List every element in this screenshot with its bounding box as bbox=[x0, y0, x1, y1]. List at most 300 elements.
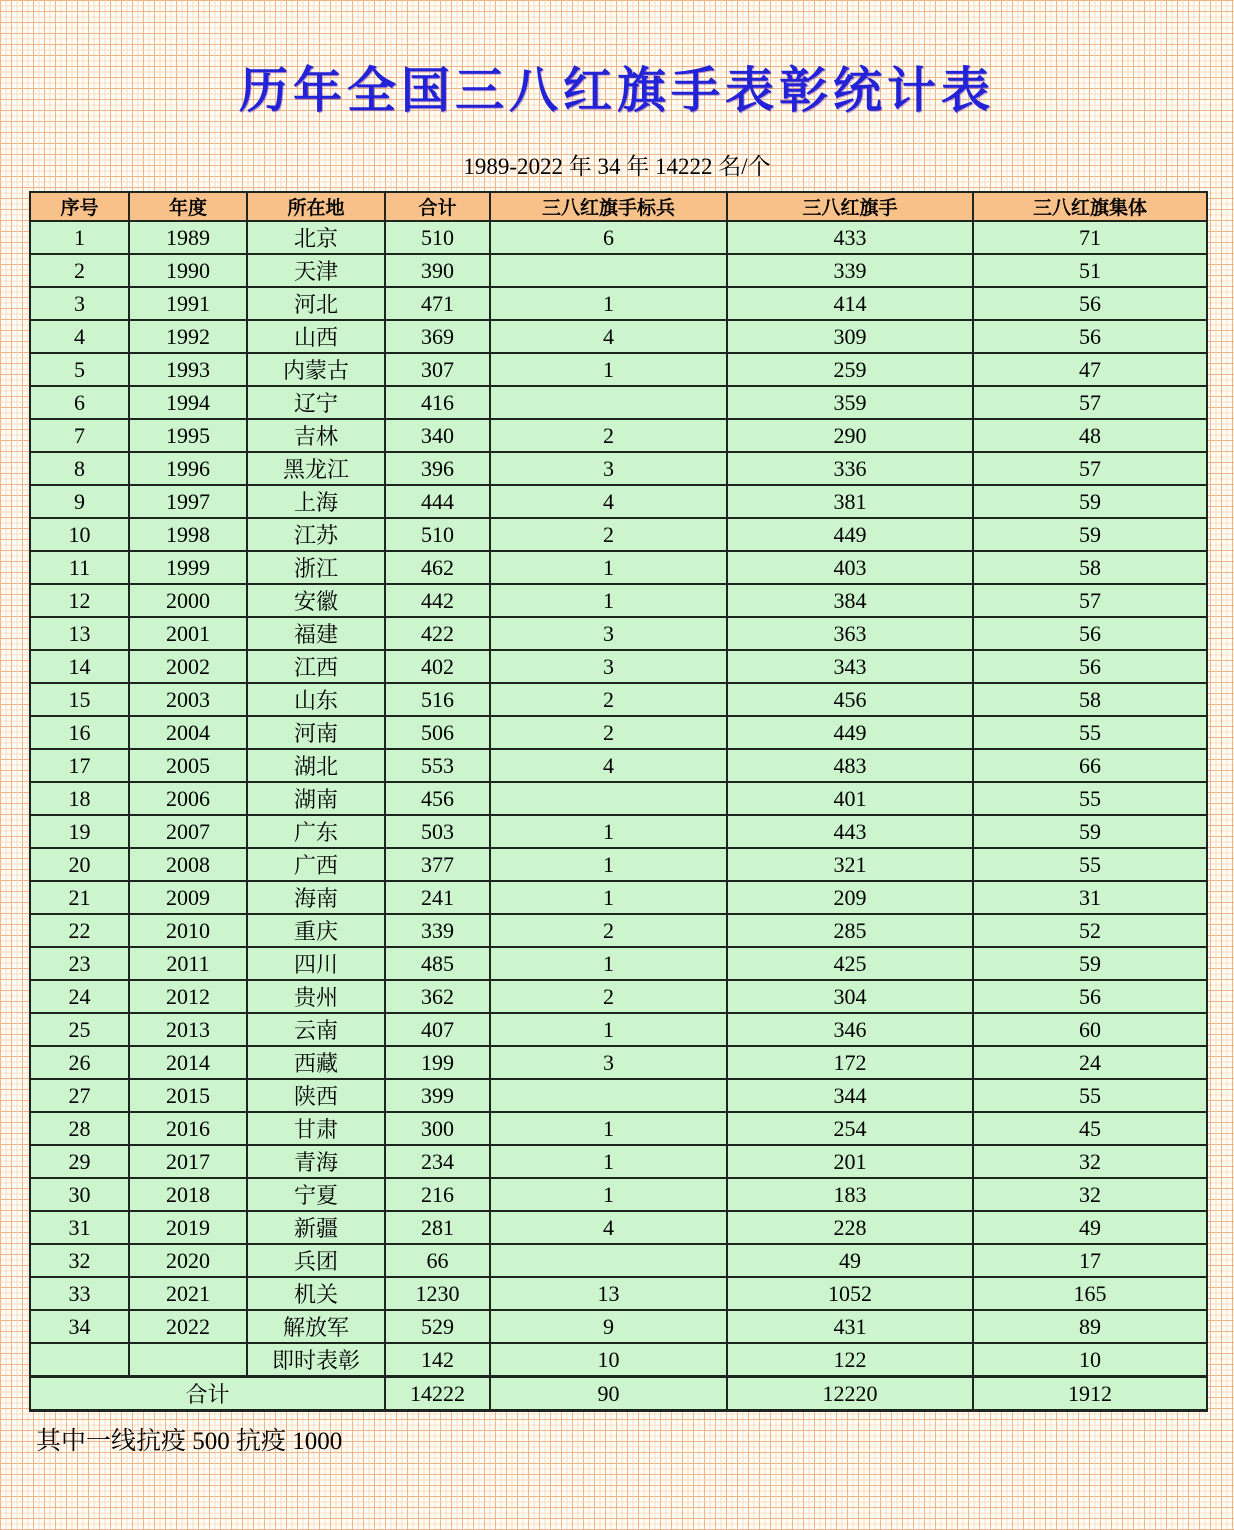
cell-biaobing: 2 bbox=[490, 716, 727, 749]
cell-year: 1999 bbox=[129, 551, 247, 584]
cell-hongqishou: 363 bbox=[727, 617, 973, 650]
cell-hongqishou: 228 bbox=[727, 1211, 973, 1244]
cell-jiti: 56 bbox=[973, 617, 1207, 650]
cell-index: 13 bbox=[30, 617, 129, 650]
cell-year: 2007 bbox=[129, 815, 247, 848]
cell-location: 天津 bbox=[247, 254, 385, 287]
table-row bbox=[30, 683, 1207, 716]
cell-hongqishou: 414 bbox=[727, 287, 973, 320]
cell-total: 462 bbox=[385, 551, 490, 584]
cell-location: 江苏 bbox=[247, 518, 385, 551]
cell-jiti: 55 bbox=[973, 782, 1207, 815]
cell-biaobing: 4 bbox=[490, 320, 727, 353]
cell-biaobing: 10 bbox=[490, 1343, 727, 1377]
cell-hongqishou: 449 bbox=[727, 716, 973, 749]
cell-hongqishou: 254 bbox=[727, 1112, 973, 1145]
table-row bbox=[30, 221, 1207, 254]
cell-hongqishou: 449 bbox=[727, 518, 973, 551]
cell-year: 2001 bbox=[129, 617, 247, 650]
cell-jiti: 59 bbox=[973, 815, 1207, 848]
header-index: 序号 bbox=[30, 192, 129, 221]
cell-location: 新疆 bbox=[247, 1211, 385, 1244]
cell-year: 1998 bbox=[129, 518, 247, 551]
cell-jiti: 56 bbox=[973, 980, 1207, 1013]
cell-hongqishou: 183 bbox=[727, 1178, 973, 1211]
cell-biaobing bbox=[490, 1244, 727, 1277]
cell-index: 28 bbox=[30, 1112, 129, 1145]
cell-biaobing: 1 bbox=[490, 1178, 727, 1211]
header-location: 所在地 bbox=[247, 192, 385, 221]
cell-total: 142 bbox=[385, 1343, 490, 1377]
cell-total: 1230 bbox=[385, 1277, 490, 1310]
cell-year: 1994 bbox=[129, 386, 247, 419]
cell-location: 北京 bbox=[247, 221, 385, 254]
cell-biaobing: 2 bbox=[490, 518, 727, 551]
cell-index: 4 bbox=[30, 320, 129, 353]
table-row bbox=[30, 452, 1207, 485]
cell-total: 377 bbox=[385, 848, 490, 881]
cell-index: 24 bbox=[30, 980, 129, 1013]
cell-total: 339 bbox=[385, 914, 490, 947]
cell-hongqishou: 403 bbox=[727, 551, 973, 584]
cell-biaobing: 2 bbox=[490, 914, 727, 947]
cell-index: 22 bbox=[30, 914, 129, 947]
header-hongqishou: 三八红旗手 bbox=[727, 192, 973, 221]
cell-total: 529 bbox=[385, 1310, 490, 1343]
cell-hongqishou: 339 bbox=[727, 254, 973, 287]
cell-location: 湖北 bbox=[247, 749, 385, 782]
cell-jiti: 17 bbox=[973, 1244, 1207, 1277]
cell-location: 山东 bbox=[247, 683, 385, 716]
cell-total: 516 bbox=[385, 683, 490, 716]
cell-index: 21 bbox=[30, 881, 129, 914]
cell-total: 234 bbox=[385, 1145, 490, 1178]
cell-index: 30 bbox=[30, 1178, 129, 1211]
cell-jiti: 55 bbox=[973, 848, 1207, 881]
cell-location: 重庆 bbox=[247, 914, 385, 947]
cell-index: 10 bbox=[30, 518, 129, 551]
cell-total: 510 bbox=[385, 518, 490, 551]
cell-year: 2022 bbox=[129, 1310, 247, 1343]
cell-biaobing: 1 bbox=[490, 815, 727, 848]
cell-biaobing: 3 bbox=[490, 617, 727, 650]
cell-jiti: 59 bbox=[973, 485, 1207, 518]
cell-jiti: 60 bbox=[973, 1013, 1207, 1046]
cell-hongqishou: 285 bbox=[727, 914, 973, 947]
cell-location: 江西 bbox=[247, 650, 385, 683]
table-row bbox=[30, 716, 1207, 749]
table-row bbox=[30, 485, 1207, 518]
cell-index: 16 bbox=[30, 716, 129, 749]
table-row bbox=[30, 848, 1207, 881]
cell-biaobing: 1 bbox=[490, 584, 727, 617]
cell-index: 3 bbox=[30, 287, 129, 320]
cell-total: 456 bbox=[385, 782, 490, 815]
cell-biaobing: 2 bbox=[490, 419, 727, 452]
cell-year: 2009 bbox=[129, 881, 247, 914]
cell-index: 8 bbox=[30, 452, 129, 485]
cell-jiti: 48 bbox=[973, 419, 1207, 452]
cell-location: 宁夏 bbox=[247, 1178, 385, 1211]
cell-jiti: 57 bbox=[973, 386, 1207, 419]
cell-biaobing bbox=[490, 254, 727, 287]
cell-year: 2012 bbox=[129, 980, 247, 1013]
cell-jiti: 49 bbox=[973, 1211, 1207, 1244]
cell-jiti: 32 bbox=[973, 1178, 1207, 1211]
cell-hongqishou: 122 bbox=[727, 1343, 973, 1377]
cell-year: 2008 bbox=[129, 848, 247, 881]
table-row bbox=[30, 320, 1207, 353]
cell-location: 云南 bbox=[247, 1013, 385, 1046]
cell-location: 陕西 bbox=[247, 1079, 385, 1112]
cell-jiti: 31 bbox=[973, 881, 1207, 914]
table-row bbox=[30, 617, 1207, 650]
cell-year: 2003 bbox=[129, 683, 247, 716]
cell-jiti: 66 bbox=[973, 749, 1207, 782]
cell-year: 2013 bbox=[129, 1013, 247, 1046]
cell-location: 辽宁 bbox=[247, 386, 385, 419]
cell-biaobing: 3 bbox=[490, 650, 727, 683]
cell-year: 2004 bbox=[129, 716, 247, 749]
cell-jiti: 55 bbox=[973, 716, 1207, 749]
cell-location: 即时表彰 bbox=[247, 1343, 385, 1377]
cell-hongqishou: 290 bbox=[727, 419, 973, 452]
cell-index: 23 bbox=[30, 947, 129, 980]
cell-year: 2014 bbox=[129, 1046, 247, 1079]
cell-jiti: 10 bbox=[973, 1343, 1207, 1377]
cell-hongqishou: 309 bbox=[727, 320, 973, 353]
cell-biaobing: 4 bbox=[490, 485, 727, 518]
cell-biaobing: 1 bbox=[490, 353, 727, 386]
cell-location: 上海 bbox=[247, 485, 385, 518]
cell-biaobing: 9 bbox=[490, 1310, 727, 1343]
cell-index: 26 bbox=[30, 1046, 129, 1079]
table-row bbox=[30, 1145, 1207, 1178]
table-row bbox=[30, 947, 1207, 980]
table-row bbox=[30, 551, 1207, 584]
cell-index: 6 bbox=[30, 386, 129, 419]
table-row bbox=[30, 419, 1207, 452]
table-row bbox=[30, 584, 1207, 617]
cell-index: 19 bbox=[30, 815, 129, 848]
table-row bbox=[30, 980, 1207, 1013]
cell-biaobing: 2 bbox=[490, 980, 727, 1013]
cell-location: 贵州 bbox=[247, 980, 385, 1013]
cell-location: 山西 bbox=[247, 320, 385, 353]
cell-total: 503 bbox=[385, 815, 490, 848]
cell-jiti: 58 bbox=[973, 551, 1207, 584]
cell-year: 1995 bbox=[129, 419, 247, 452]
cell-index: 2 bbox=[30, 254, 129, 287]
cell-year: 2005 bbox=[129, 749, 247, 782]
cell-index: 5 bbox=[30, 353, 129, 386]
cell-index: 17 bbox=[30, 749, 129, 782]
cell-total: 66 bbox=[385, 1244, 490, 1277]
cell-hongqishou: 456 bbox=[727, 683, 973, 716]
header-biaobing: 三八红旗手标兵 bbox=[490, 192, 727, 221]
table-body bbox=[30, 221, 1207, 1377]
cell-biaobing: 1 bbox=[490, 1145, 727, 1178]
cell-hongqishou: 49 bbox=[727, 1244, 973, 1277]
stats-table bbox=[29, 191, 1208, 1412]
cell-hongqishou: 344 bbox=[727, 1079, 973, 1112]
cell-index: 9 bbox=[30, 485, 129, 518]
table-row bbox=[30, 650, 1207, 683]
cell-location: 安徽 bbox=[247, 584, 385, 617]
table-row bbox=[30, 1244, 1207, 1277]
cell-index: 31 bbox=[30, 1211, 129, 1244]
cell-total: 396 bbox=[385, 452, 490, 485]
table-header-row bbox=[30, 192, 1207, 221]
page-title: 历年全国三八红旗手表彰统计表 bbox=[238, 62, 995, 119]
cell-location: 兵团 bbox=[247, 1244, 385, 1277]
cell-location: 青海 bbox=[247, 1145, 385, 1178]
cell-total: 422 bbox=[385, 617, 490, 650]
cell-location: 广东 bbox=[247, 815, 385, 848]
table-row bbox=[30, 1343, 1207, 1377]
table-row bbox=[30, 1046, 1207, 1079]
cell-total: 402 bbox=[385, 650, 490, 683]
cell-location: 河北 bbox=[247, 287, 385, 320]
cell-hongqishou: 172 bbox=[727, 1046, 973, 1079]
cell-location: 黑龙江 bbox=[247, 452, 385, 485]
cell-total: 510 bbox=[385, 221, 490, 254]
cell-index: 27 bbox=[30, 1079, 129, 1112]
cell-index: 15 bbox=[30, 683, 129, 716]
table-row bbox=[30, 914, 1207, 947]
cell-total: 216 bbox=[385, 1178, 490, 1211]
cell-total: 307 bbox=[385, 353, 490, 386]
footnote: 其中一线抗疫 500 抗疫 1000 bbox=[36, 1428, 343, 1455]
cell-biaobing: 1 bbox=[490, 1013, 727, 1046]
cell-total: 362 bbox=[385, 980, 490, 1013]
page bbox=[0, 52, 1234, 1530]
cell-location: 吉林 bbox=[247, 419, 385, 452]
cell-biaobing: 1 bbox=[490, 881, 727, 914]
cell-total: 442 bbox=[385, 584, 490, 617]
cell-year: 1996 bbox=[129, 452, 247, 485]
cell-location: 海南 bbox=[247, 881, 385, 914]
cell-biaobing: 13 bbox=[490, 1277, 727, 1310]
cell-hongqishou: 401 bbox=[727, 782, 973, 815]
cell-hongqishou: 201 bbox=[727, 1145, 973, 1178]
cell-total: 340 bbox=[385, 419, 490, 452]
cell-total: 416 bbox=[385, 386, 490, 419]
cell-location: 机关 bbox=[247, 1277, 385, 1310]
cell-year: 1992 bbox=[129, 320, 247, 353]
cell-jiti: 57 bbox=[973, 584, 1207, 617]
table-row bbox=[30, 881, 1207, 914]
cell-biaobing: 1 bbox=[490, 947, 727, 980]
cell-year: 2002 bbox=[129, 650, 247, 683]
cell-jiti: 59 bbox=[973, 518, 1207, 551]
cell-location: 浙江 bbox=[247, 551, 385, 584]
cell-jiti: 24 bbox=[973, 1046, 1207, 1079]
cell-index: 29 bbox=[30, 1145, 129, 1178]
cell-hongqishou: 1052 bbox=[727, 1277, 973, 1310]
cell-index: 12 bbox=[30, 584, 129, 617]
cell-year: 2018 bbox=[129, 1178, 247, 1211]
cell-jiti: 59 bbox=[973, 947, 1207, 980]
cell-total: 399 bbox=[385, 1079, 490, 1112]
cell-hongqishou: 321 bbox=[727, 848, 973, 881]
cell-index: 25 bbox=[30, 1013, 129, 1046]
cell-total-total: 14222 bbox=[385, 1377, 490, 1411]
cell-location: 解放军 bbox=[247, 1310, 385, 1343]
cell-location: 河南 bbox=[247, 716, 385, 749]
cell-index: 11 bbox=[30, 551, 129, 584]
cell-hongqishou: 304 bbox=[727, 980, 973, 1013]
cell-total-jiti: 1912 bbox=[973, 1377, 1207, 1411]
cell-year: 2000 bbox=[129, 584, 247, 617]
cell-total: 506 bbox=[385, 716, 490, 749]
cell-jiti: 52 bbox=[973, 914, 1207, 947]
table-row bbox=[30, 1277, 1207, 1310]
cell-index: 7 bbox=[30, 419, 129, 452]
table-row bbox=[30, 1178, 1207, 1211]
cell-jiti: 71 bbox=[973, 221, 1207, 254]
table-row bbox=[30, 815, 1207, 848]
cell-biaobing bbox=[490, 386, 727, 419]
table-row bbox=[30, 518, 1207, 551]
cell-hongqishou: 209 bbox=[727, 881, 973, 914]
cell-total: 300 bbox=[385, 1112, 490, 1145]
cell-year: 2010 bbox=[129, 914, 247, 947]
cell-hongqishou: 259 bbox=[727, 353, 973, 386]
cell-index: 1 bbox=[30, 221, 129, 254]
cell-biaobing: 6 bbox=[490, 221, 727, 254]
cell-year: 1989 bbox=[129, 221, 247, 254]
cell-total: 199 bbox=[385, 1046, 490, 1079]
cell-year: 2017 bbox=[129, 1145, 247, 1178]
cell-hongqishou: 346 bbox=[727, 1013, 973, 1046]
cell-biaobing: 3 bbox=[490, 452, 727, 485]
table-row bbox=[30, 1013, 1207, 1046]
cell-year: 2020 bbox=[129, 1244, 247, 1277]
cell-hongqishou: 343 bbox=[727, 650, 973, 683]
cell-year: 2011 bbox=[129, 947, 247, 980]
cell-location: 广西 bbox=[247, 848, 385, 881]
cell-total: 241 bbox=[385, 881, 490, 914]
page-subtitle: 1989-2022 年 34 年 14222 名/个 bbox=[463, 154, 771, 179]
table-row bbox=[30, 1079, 1207, 1112]
cell-jiti: 56 bbox=[973, 287, 1207, 320]
table-row bbox=[30, 749, 1207, 782]
cell-jiti: 45 bbox=[973, 1112, 1207, 1145]
cell-total-hongqishou: 12220 bbox=[727, 1377, 973, 1411]
table-row bbox=[30, 1310, 1207, 1343]
table-row bbox=[30, 386, 1207, 419]
cell-location: 内蒙古 bbox=[247, 353, 385, 386]
cell-hongqishou: 336 bbox=[727, 452, 973, 485]
cell-hongqishou: 384 bbox=[727, 584, 973, 617]
cell-total: 407 bbox=[385, 1013, 490, 1046]
table-row bbox=[30, 287, 1207, 320]
cell-jiti: 51 bbox=[973, 254, 1207, 287]
cell-hongqishou: 443 bbox=[727, 815, 973, 848]
cell-biaobing bbox=[490, 1079, 727, 1112]
cell-jiti: 57 bbox=[973, 452, 1207, 485]
cell-total: 471 bbox=[385, 287, 490, 320]
cell-location: 四川 bbox=[247, 947, 385, 980]
cell-total: 444 bbox=[385, 485, 490, 518]
cell-year: 1990 bbox=[129, 254, 247, 287]
cell-total-biaobing: 90 bbox=[490, 1377, 727, 1411]
cell-total: 485 bbox=[385, 947, 490, 980]
cell-index: 33 bbox=[30, 1277, 129, 1310]
cell-total-label: 合计 bbox=[30, 1377, 385, 1411]
header-jiti: 三八红旗集体 bbox=[973, 192, 1207, 221]
cell-jiti: 55 bbox=[973, 1079, 1207, 1112]
cell-year: 2015 bbox=[129, 1079, 247, 1112]
cell-total: 281 bbox=[385, 1211, 490, 1244]
cell-jiti: 32 bbox=[973, 1145, 1207, 1178]
cell-jiti: 47 bbox=[973, 353, 1207, 386]
cell-hongqishou: 381 bbox=[727, 485, 973, 518]
header-year: 年度 bbox=[129, 192, 247, 221]
cell-index: 32 bbox=[30, 1244, 129, 1277]
cell-biaobing: 3 bbox=[490, 1046, 727, 1079]
cell-total: 553 bbox=[385, 749, 490, 782]
cell-location: 甘肃 bbox=[247, 1112, 385, 1145]
cell-year: 1993 bbox=[129, 353, 247, 386]
cell-year: 2019 bbox=[129, 1211, 247, 1244]
cell-hongqishou: 359 bbox=[727, 386, 973, 419]
cell-biaobing: 1 bbox=[490, 1112, 727, 1145]
cell-jiti: 56 bbox=[973, 650, 1207, 683]
header-total: 合计 bbox=[385, 192, 490, 221]
cell-biaobing: 1 bbox=[490, 287, 727, 320]
cell-biaobing: 1 bbox=[490, 848, 727, 881]
cell-year: 1997 bbox=[129, 485, 247, 518]
table-row bbox=[30, 353, 1207, 386]
cell-jiti: 56 bbox=[973, 320, 1207, 353]
cell-index: 34 bbox=[30, 1310, 129, 1343]
cell-year: 1991 bbox=[129, 287, 247, 320]
cell-year: 2006 bbox=[129, 782, 247, 815]
cell-location: 西藏 bbox=[247, 1046, 385, 1079]
cell-year: 2021 bbox=[129, 1277, 247, 1310]
table-row-total bbox=[30, 1377, 1207, 1411]
cell-hongqishou: 425 bbox=[727, 947, 973, 980]
cell-hongqishou: 431 bbox=[727, 1310, 973, 1343]
cell-biaobing: 4 bbox=[490, 1211, 727, 1244]
table-row bbox=[30, 1211, 1207, 1244]
cell-index: 20 bbox=[30, 848, 129, 881]
cell-total: 369 bbox=[385, 320, 490, 353]
cell-jiti: 165 bbox=[973, 1277, 1207, 1310]
cell-biaobing: 1 bbox=[490, 551, 727, 584]
cell-location: 福建 bbox=[247, 617, 385, 650]
cell-biaobing: 2 bbox=[490, 683, 727, 716]
cell-hongqishou: 483 bbox=[727, 749, 973, 782]
cell-total: 390 bbox=[385, 254, 490, 287]
table-row bbox=[30, 782, 1207, 815]
cell-year: 2016 bbox=[129, 1112, 247, 1145]
cell-jiti: 58 bbox=[973, 683, 1207, 716]
cell-location: 湖南 bbox=[247, 782, 385, 815]
table-row bbox=[30, 1112, 1207, 1145]
cell-index: 14 bbox=[30, 650, 129, 683]
table-row bbox=[30, 254, 1207, 287]
cell-index: 18 bbox=[30, 782, 129, 815]
cell-biaobing bbox=[490, 782, 727, 815]
cell-biaobing: 4 bbox=[490, 749, 727, 782]
cell-year bbox=[129, 1343, 247, 1377]
cell-hongqishou: 433 bbox=[727, 221, 973, 254]
cell-jiti: 89 bbox=[973, 1310, 1207, 1343]
cell-index bbox=[30, 1343, 129, 1377]
